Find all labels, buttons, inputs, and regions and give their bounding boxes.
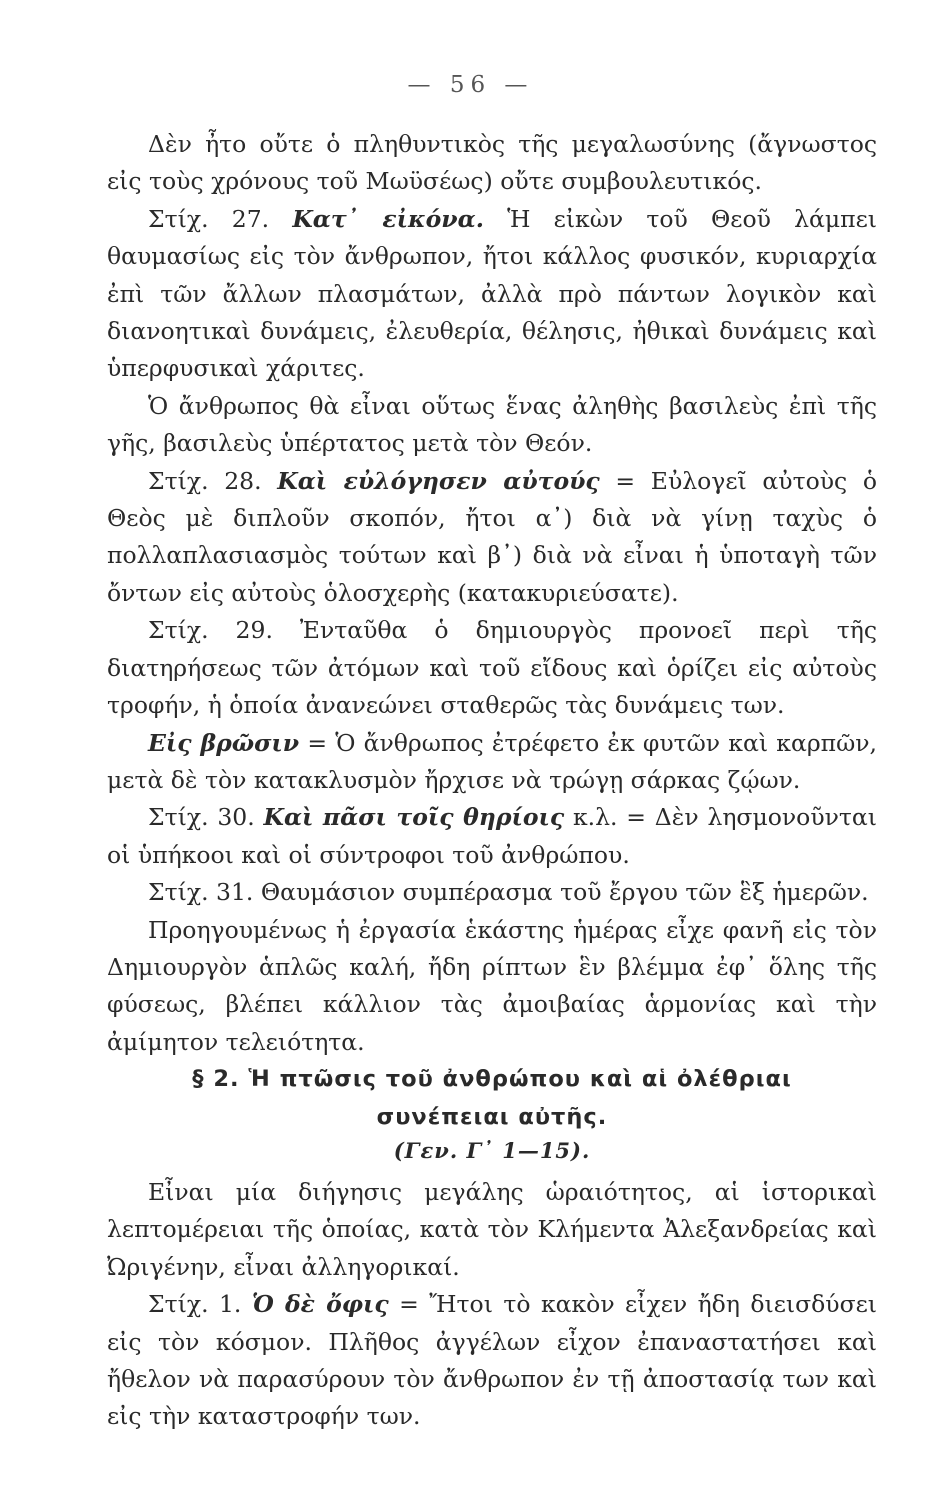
scripture-reference: (Γεν. Γ᾿ 1—15). [393,1138,591,1163]
text-run: = Εὐλογεῖ αὐτοὺς ὁ Θεὸς μὲ διπλοῦν σκοπόν, ἤτοι α᾿) διὰ νὰ γίνῃ ταχὺς ὁ πολλαπλασιασμὸς τούτων καὶ β᾿) διὰ νὰ εἶναι ἡ ὑποταγὴ τῶν ὄντων εἰς αὐτοὺς ὁλοσχερὴς (κατακυριεύσατε). [107,466,877,607]
text-run: Προηγουμένως ἡ ἐργασία ἑκάστης ἡμέρας εἶχε φανῆ εἰς τὸν Δημιουργὸν ἁπλῶς καλή, ἤδη ρίπτων ἓν βλέμμα ἐφ᾿ ὅλης τῆς φύσεως, βλέπει κάλλιον τὰς ἀμοιβαίας ἁρμονίας καὶ τὴν ἀμίμητον τελειότητα. [107,915,877,1056]
paragraph [107,612,877,724]
text-run: Στίχ. 27. [148,204,293,233]
text-run: Εἶναι μία διήγησις μεγάλης ὡραιότητος, αἱ ἱστορικαὶ λεπτομέρειαι τῆς ὁποίας, κατὰ τὸν Κλήμεντα Ἀλεξανδρείας καὶ Ὠριγένην, εἶναι ἀλληγορικαί. [107,1178,877,1281]
emphasized-term: Καὶ εὐλόγησεν αὐτούς [277,466,600,495]
page-number: — 56 — [407,72,534,98]
paragraph [107,912,877,1062]
text-run: Στίχ. 29. Ἐνταῦθα ὁ δημιουργὸς προνοεῖ περὶ τῆς διατηρήσεως τῶν ἀτόμων καὶ τοῦ εἴδους καὶ ὁρίζει εἰς αὐτοὺς τροφήν, ἡ ὁποία ἀνανεώνει σταθερῶς τὰς δυνάμεις των. [107,616,877,720]
text-run: Στίχ. 28. [148,466,278,495]
text-run: Στίχ. 1. [148,1290,252,1319]
text-run: Ἡ εἰκὼν τοῦ Θεοῦ λάμπει θαυμασίως εἰς τὸν ἄνθρωπον, ἤτοι κάλλος φυσικόν, κυριαρχία ἐπὶ τῶν ἄλλων πλασμάτων, ἀλλὰ πρὸ πάντων λογικὸν καὶ διανοητικαὶ δυνάμεις, ἐλευθερία, θέλησις, ἠθικαὶ δυνάμεις καὶ ὑπερφυσικαὶ χάριτες. [107,204,878,383]
emphasized-term: Καὶ πᾶσι τοῖς θηρίοις [263,803,565,832]
paragraph [107,126,877,201]
body-text-top [107,126,877,1061]
paragraph [107,201,877,388]
paragraph [107,725,877,800]
emphasized-term: Ὁ δὲ ὄφις [251,1290,389,1319]
section-heading-line: συνέπειαι αὐτῆς. [376,1104,608,1130]
paragraph [107,463,877,613]
body-text-bottom [107,1174,877,1436]
paragraph [107,874,877,911]
paragraph [107,799,877,874]
text-run: = Ἤτοι τὸ κακὸν εἶχεν ἤδη διεισδύσει εἰς τὸν κόσμον. Πλῆθος ἀγγέλων εἶχον ἐπαναστατήσει καὶ ἤθελον νὰ παρασύρουν τὸν ἄνθρωπον ἐν τῇ ἀποστασίᾳ των καὶ εἰς τὴν καταστροφήν των. [107,1290,878,1431]
text-run: = Ὁ ἄνθρωπος ἐτρέφετο ἐκ φυτῶν καὶ καρπῶν, μετὰ δὲ τὸν κατακλυσμὸν ἤρχισε νὰ τρώγῃ σάρκας ζῴων. [107,728,877,794]
text-run: κ.λ. = Δὲν λησμονοῦνται οἱ ὑπήκοοι καὶ οἱ σύντροφοι τοῦ ἀνθρώπου. [107,803,877,869]
emphasized-term: Κατ᾿ εἰκόνα. [292,204,484,233]
section-heading-line: § 2. Ἡ πτῶσις τοῦ ἀνθρώπου καὶ αἱ ὀλέθριαι [192,1066,792,1092]
paragraph [107,1286,877,1436]
text-run: Ὁ ἄνθρωπος θὰ εἶναι οὕτως ἕνας ἀληθὴς βασιλεὺς ἐπὶ τῆς γῆς, βασιλεὺς ὑπέρτατος μετὰ τὸν Θεόν. [107,391,877,458]
emphasized-term: Εἰς βρῶσιν [148,728,300,757]
text-run: Δὲν ἦτο οὔτε ὁ πληθυντικὸς τῆς μεγαλωσύνης (ἄγνωστος εἰς τοὺς χρόνους τοῦ Μωϋσέως) οὔτε συμβουλευτικός. [107,130,877,196]
paragraph [107,388,877,463]
text-run: Στίχ. 31. Θαυμάσιον συμπέρασμα τοῦ ἔργου τῶν ἓξ ἡμερῶν. [148,878,869,907]
section-heading [107,1060,877,1136]
paragraph [107,1174,877,1286]
text-run: Στίχ. 30. [148,803,264,832]
